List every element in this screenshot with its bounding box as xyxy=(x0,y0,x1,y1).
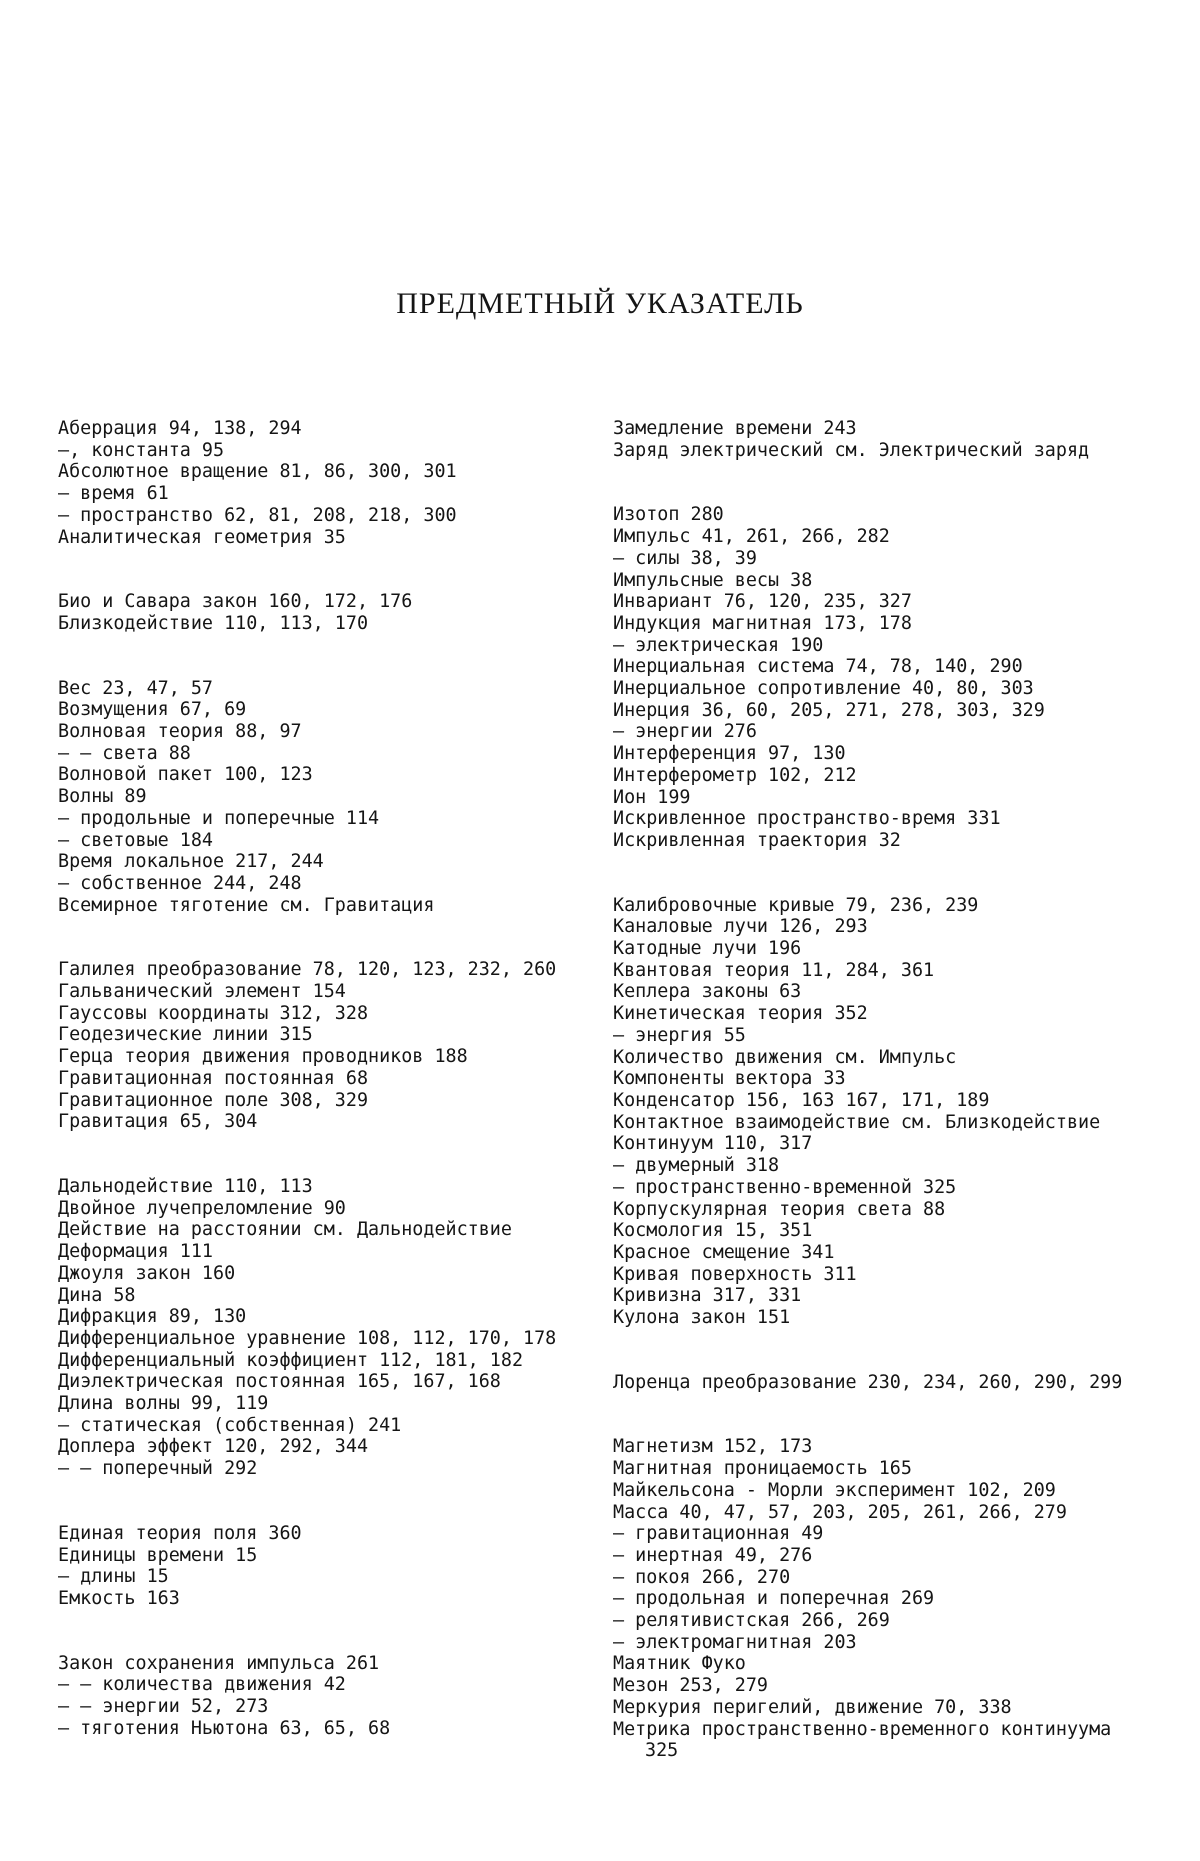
index-entry: Корпускулярная теория света 88 xyxy=(613,1198,946,1220)
index-entry: Инерциальная система 74, 78, 140, 290 xyxy=(613,656,1023,678)
index-entry: Возмущения 67, 69 xyxy=(58,699,247,721)
index-entry: — энергии 276 xyxy=(613,721,757,743)
index-entry: — пространство 62, 81, 208, 218, 300 xyxy=(58,504,457,526)
index-entry: Кулона закон 151 xyxy=(613,1307,791,1329)
index-entry: Аберрация 94, 138, 294 xyxy=(58,418,302,439)
index-entry: Дифференциальный коэффициент 112, 181, 182 xyxy=(58,1349,524,1371)
index-entry: — собственное 244, 248 xyxy=(58,872,302,894)
index-entry: Интерферометр 102, 212 xyxy=(613,764,857,786)
index-entry: — — света 88 xyxy=(58,742,191,764)
index-entry: — — поперечный 292 xyxy=(58,1458,258,1480)
index-entry: Кинетическая теория 352 xyxy=(613,1003,868,1025)
index-column-right xyxy=(613,418,1135,1762)
section-gap xyxy=(58,1610,570,1653)
index-entry: —, константа 95 xyxy=(58,439,225,461)
index-entry: Конденсатор 156, 163 167, 171, 189 xyxy=(613,1089,990,1111)
section-gap xyxy=(613,1329,1135,1372)
index-entry: Майкельсона - Морли эксперимент 102, 209 xyxy=(613,1479,1056,1501)
index-entry: Компоненты вектора 33 xyxy=(613,1068,846,1090)
index-entry: Геодезические линии 315 xyxy=(58,1024,313,1046)
index-entry: Заряд электрический см. Электрический заряд xyxy=(613,439,1090,461)
index-entry: Лоренца преобразование 230, 234, 260, 290, 299 xyxy=(613,1371,1123,1393)
index-entry: — время 61 xyxy=(58,483,169,505)
section-gap xyxy=(613,852,1135,895)
section-gap xyxy=(58,1133,570,1176)
index-entry: Катодные лучи 196 xyxy=(613,938,802,960)
index-entry: Близкодействие 110, 113, 170 xyxy=(58,612,369,634)
index-entry: Дина 58 xyxy=(58,1284,136,1306)
index-entry: Единицы времени 15 xyxy=(58,1544,258,1566)
index-entry: Искривленное пространство-время 331 xyxy=(613,808,1001,830)
index-entry: Изотоп 280 xyxy=(613,504,724,526)
index-entry: Доплера эффект 120, 292, 344 xyxy=(58,1436,369,1458)
index-entry: Инвариант 76, 120, 235, 327 xyxy=(613,591,912,613)
index-entry: — покоя 266, 270 xyxy=(613,1566,791,1588)
index-entry: Калибровочные кривые 79, 236, 239 xyxy=(613,894,979,916)
index-entry: Континуум 110, 317 xyxy=(613,1133,813,1155)
index-entry: — электромагнитная 203 xyxy=(613,1631,857,1653)
index-entry: — релятивистская 266, 269 xyxy=(613,1610,890,1632)
index-entry: — инертная 49, 276 xyxy=(613,1544,813,1566)
index-entry: Единая теория поля 360 xyxy=(58,1522,302,1544)
index-entry: — тяготения Ньютона 63, 65, 68 xyxy=(58,1717,391,1739)
index-entry: Волновой пакет 100, 123 xyxy=(58,764,313,786)
index-entry: — пространственно-временной 325 xyxy=(613,1176,957,1198)
index-entry: Емкость 163 xyxy=(58,1587,180,1609)
index-entry: — двумерный 318 xyxy=(613,1155,780,1177)
index-entry: Красное смещение 341 xyxy=(613,1241,835,1263)
index-entry: Аналитическая геометрия 35 xyxy=(58,526,346,548)
index-entry: — гравитационная 49 xyxy=(613,1523,824,1545)
index-entry: Вес 23, 47, 57 xyxy=(58,677,214,699)
index-entry: Мезон 253, 279 xyxy=(613,1675,769,1697)
index-entry: — энергия 55 xyxy=(613,1024,746,1046)
index-entry: Кривая поверхность 311 xyxy=(613,1263,857,1285)
index-entry: Гравитационное поле 308, 329 xyxy=(58,1089,369,1111)
index-entry: Контактное взаимодействие см. Близкодействие xyxy=(613,1111,1101,1133)
index-entry: Гауссовы координаты 312, 328 xyxy=(58,1002,369,1024)
index-entry: Импульс 41, 261, 266, 282 xyxy=(613,526,890,548)
index-entry: Гальванический элемент 154 xyxy=(58,981,346,1003)
index-column-left xyxy=(58,418,570,1739)
index-entry: Волны 89 xyxy=(58,786,147,808)
index-entry: — силы 38, 39 xyxy=(613,547,757,569)
section-gap xyxy=(613,1393,1135,1436)
index-entry: Квантовая теория 11, 284, 361 xyxy=(613,959,935,981)
index-entry: — световые 184 xyxy=(58,829,214,851)
index-entry: Метрика пространственно-временного континуума 325 xyxy=(613,1718,1112,1762)
index-entry: Абсолютное вращение 81, 86, 300, 301 xyxy=(58,461,457,483)
section-gap xyxy=(58,635,570,678)
index-entry: Дифференциальное уравнение 108, 112, 170, 178 xyxy=(58,1327,557,1349)
index-entry: Герца теория движения проводников 188 xyxy=(58,1046,468,1068)
section-gap xyxy=(613,461,1135,504)
index-entry: — продольные и поперечные 114 xyxy=(58,807,380,829)
index-entry: Индукция магнитная 173, 178 xyxy=(613,612,912,634)
index-entry: Гравитация 65, 304 xyxy=(58,1111,258,1133)
index-entry: Джоуля закон 160 xyxy=(58,1262,236,1284)
index-entry: Всемирное тяготение см. Гравитация xyxy=(58,894,435,916)
index-entry: — длины 15 xyxy=(58,1566,169,1588)
index-entry: Космология 15, 351 xyxy=(613,1220,813,1242)
index-entry: Кривизна 317, 331 xyxy=(613,1285,802,1307)
section-gap xyxy=(58,916,570,959)
index-entry: Закон сохранения импульса 261 xyxy=(58,1652,380,1674)
index-entry: — — энергии 52, 273 xyxy=(58,1696,269,1718)
index-entry: Масса 40, 47, 57, 203, 205, 261, 266, 279 xyxy=(613,1501,1067,1523)
index-entry: — электрическая 190 xyxy=(613,634,824,656)
index-entry: Волновая теория 88, 97 xyxy=(58,721,302,743)
index-entry: Импульсные весы 38 xyxy=(613,569,813,591)
index-entry: Длина волны 99, 119 xyxy=(58,1393,269,1415)
index-entry: Время локальное 217, 244 xyxy=(58,851,324,873)
section-gap xyxy=(58,548,570,591)
section-gap xyxy=(58,1480,570,1523)
index-entry: Меркурия перигелий, движение 70, 338 xyxy=(613,1696,1012,1718)
index-entry: Инерция 36, 60, 205, 271, 278, 303, 329 xyxy=(613,699,1045,721)
index-entry: — — количества движения 42 xyxy=(58,1674,346,1696)
index-entry: Магнетизм 152, 173 xyxy=(613,1436,813,1458)
page-title: ПРЕДМЕТНЫЙ УКАЗАТЕЛЬ xyxy=(396,287,804,320)
index-entry: Диэлектрическая постоянная 165, 167, 168 xyxy=(58,1371,501,1393)
index-entry: — продольная и поперечная 269 xyxy=(613,1588,935,1610)
index-entry: Искривленная траектория 32 xyxy=(613,829,901,851)
index-entry: Действие на расстоянии см. Дальнодействие xyxy=(58,1219,512,1241)
index-entry: Гравитационная постоянная 68 xyxy=(58,1067,369,1089)
index-entry: Двойное лучепреломление 90 xyxy=(58,1197,346,1219)
index-entry: Кеплера законы 63 xyxy=(613,981,802,1003)
index-entry: Галилея преобразование 78, 120, 123, 232, 260 xyxy=(58,959,557,981)
index-entry: Био и Савара закон 160, 172, 176 xyxy=(58,591,413,613)
index-entry: — статическая (собственная) 241 xyxy=(58,1414,402,1436)
index-entry: Маятник Фуко xyxy=(613,1653,746,1675)
index-entry: Магнитная проницаемость 165 xyxy=(613,1458,912,1480)
index-entry: Дифракция 89, 130 xyxy=(58,1306,247,1328)
index-entry: Интерференция 97, 130 xyxy=(613,743,846,765)
index-entry: Ион 199 xyxy=(613,786,691,808)
index-entry: Дальнодействие 110, 113 xyxy=(58,1175,313,1197)
index-entry: Количество движения см. Импульс xyxy=(613,1046,957,1068)
index-entry: Замедление времени 243 xyxy=(613,418,857,439)
index-entry: Каналовые лучи 126, 293 xyxy=(613,916,868,938)
index-entry: Деформация 111 xyxy=(58,1241,214,1263)
index-entry: Инерциальное сопротивление 40, 80, 303 xyxy=(613,678,1034,700)
